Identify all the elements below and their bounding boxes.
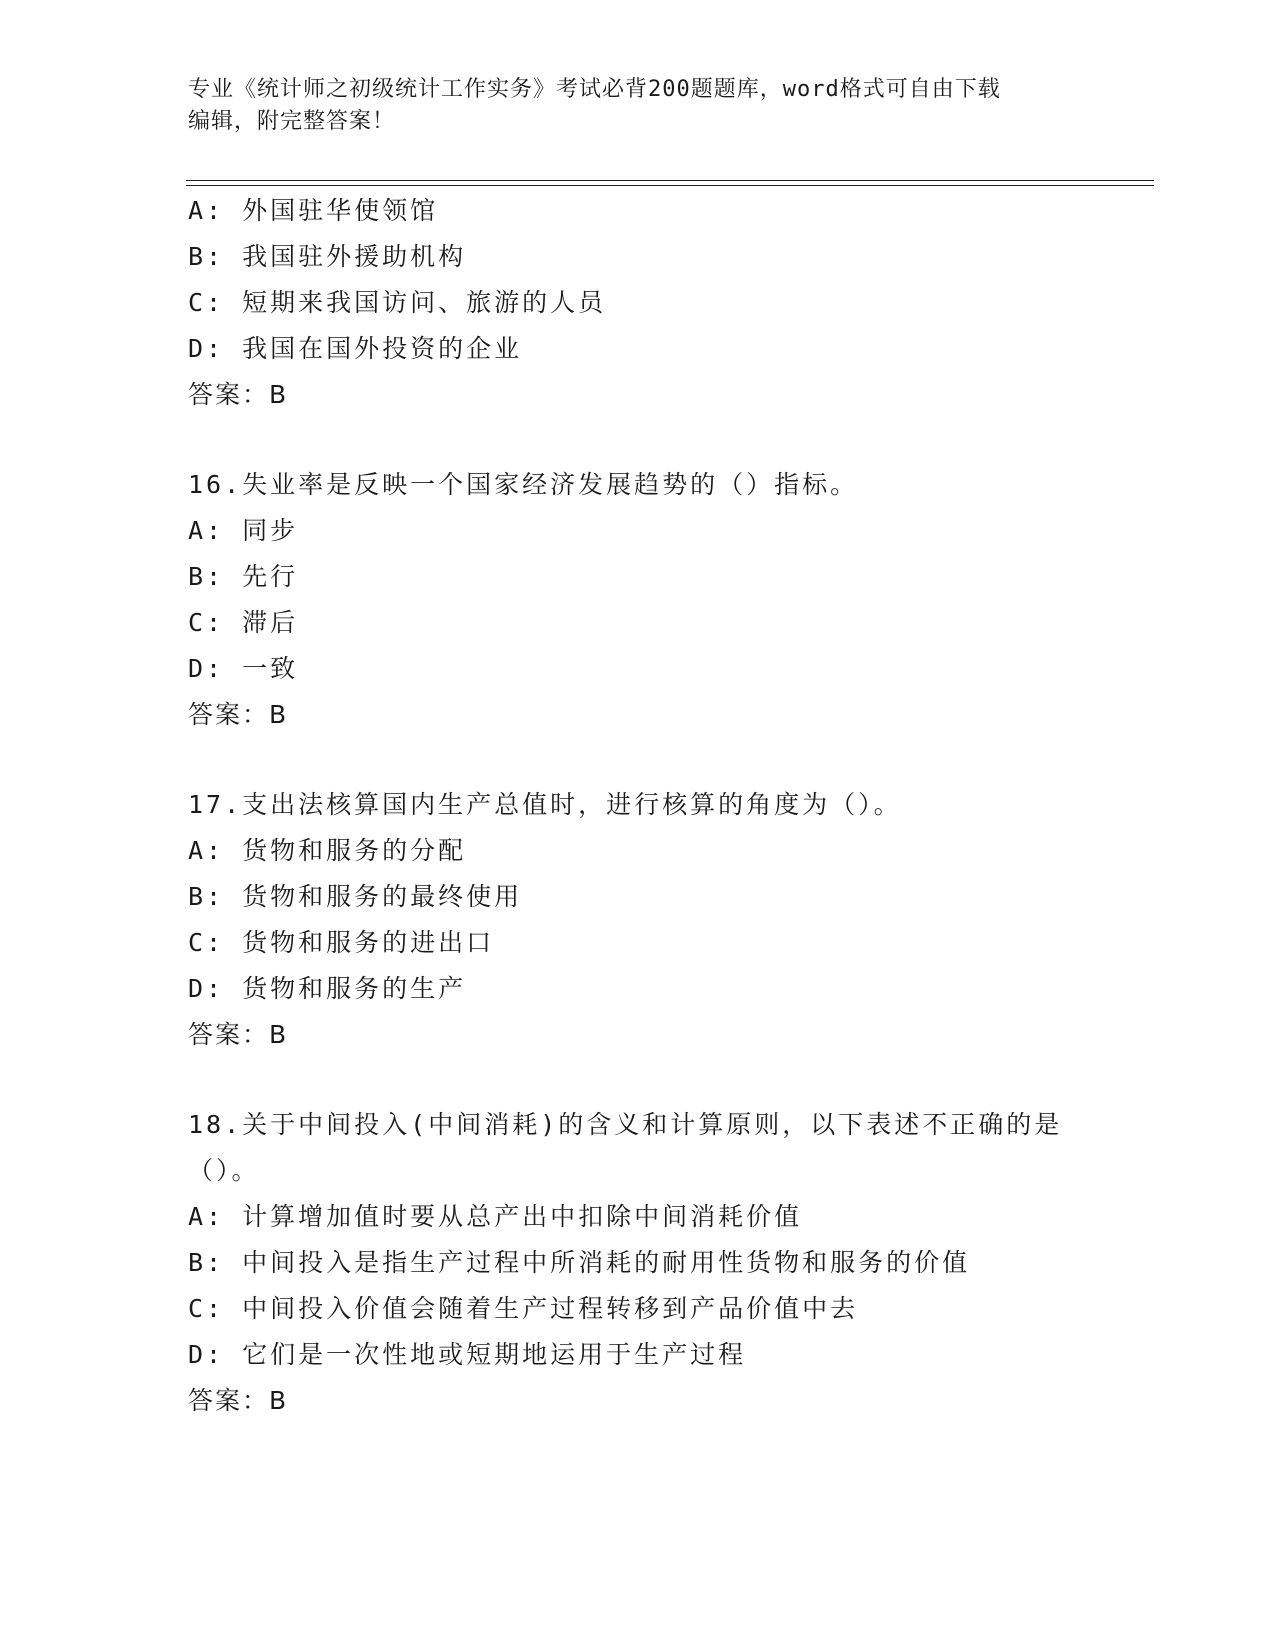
header-rule-bottom xyxy=(186,185,1154,186)
option-c: C: 滞后 xyxy=(188,608,299,637)
document-header xyxy=(188,74,1088,138)
answer-line: 答案：B xyxy=(188,1386,289,1415)
question-list xyxy=(188,188,1148,1424)
question-stem-line-1: 18.关于中间投入(中间消耗)的含义和计算原则，以下表述不正确的是 xyxy=(188,1110,1063,1139)
option-b: B: 先行 xyxy=(188,562,299,591)
question-stem-line-2: （）。 xyxy=(188,1156,260,1185)
option-a: A: 计算增加值时要从总产出中扣除中间消耗价值 xyxy=(188,1202,803,1231)
option-d: D: 货物和服务的生产 xyxy=(188,974,467,1003)
option-d: D: 它们是一次性地或短期地运用于生产过程 xyxy=(188,1340,747,1369)
option-a: A: 货物和服务的分配 xyxy=(188,836,467,865)
question-17 xyxy=(188,782,1148,1058)
option-c: C: 中间投入价值会随着生产过程转移到产品价值中去 xyxy=(188,1294,859,1323)
answer-line: 答案：B xyxy=(188,700,289,729)
option-b: B: 货物和服务的最终使用 xyxy=(188,882,523,911)
question-stem: 17.支出法核算国内生产总值时，进行核算的角度为（）。 xyxy=(188,790,902,819)
question-15 xyxy=(188,188,1148,418)
option-c: C: 短期来我国访问、旅游的人员 xyxy=(188,288,607,317)
question-16 xyxy=(188,462,1148,738)
option-a: A: 外国驻华使领馆 xyxy=(188,196,439,225)
answer-line: 答案：B xyxy=(188,1020,289,1049)
question-stem: 16.失业率是反映一个国家经济发展趋势的（）指标。 xyxy=(188,470,859,499)
header-line-2: 编辑，附完整答案！ xyxy=(188,109,396,134)
option-d: D: 我国在国外投资的企业 xyxy=(188,334,523,363)
option-a: A: 同步 xyxy=(188,516,299,545)
option-b: B: 我国驻外援助机构 xyxy=(188,242,467,271)
option-b: B: 中间投入是指生产过程中所消耗的耐用性货物和服务的价值 xyxy=(188,1248,971,1277)
header-line-1: 专业《统计师之初级统计工作实务》考试必背200题题库，word格式可自由下载 xyxy=(188,77,1001,102)
question-18 xyxy=(188,1102,1148,1424)
option-d: D: 一致 xyxy=(188,654,299,683)
option-c: C: 货物和服务的进出口 xyxy=(188,928,495,957)
header-rule-top xyxy=(186,180,1154,181)
answer-line: 答案：B xyxy=(188,380,289,409)
